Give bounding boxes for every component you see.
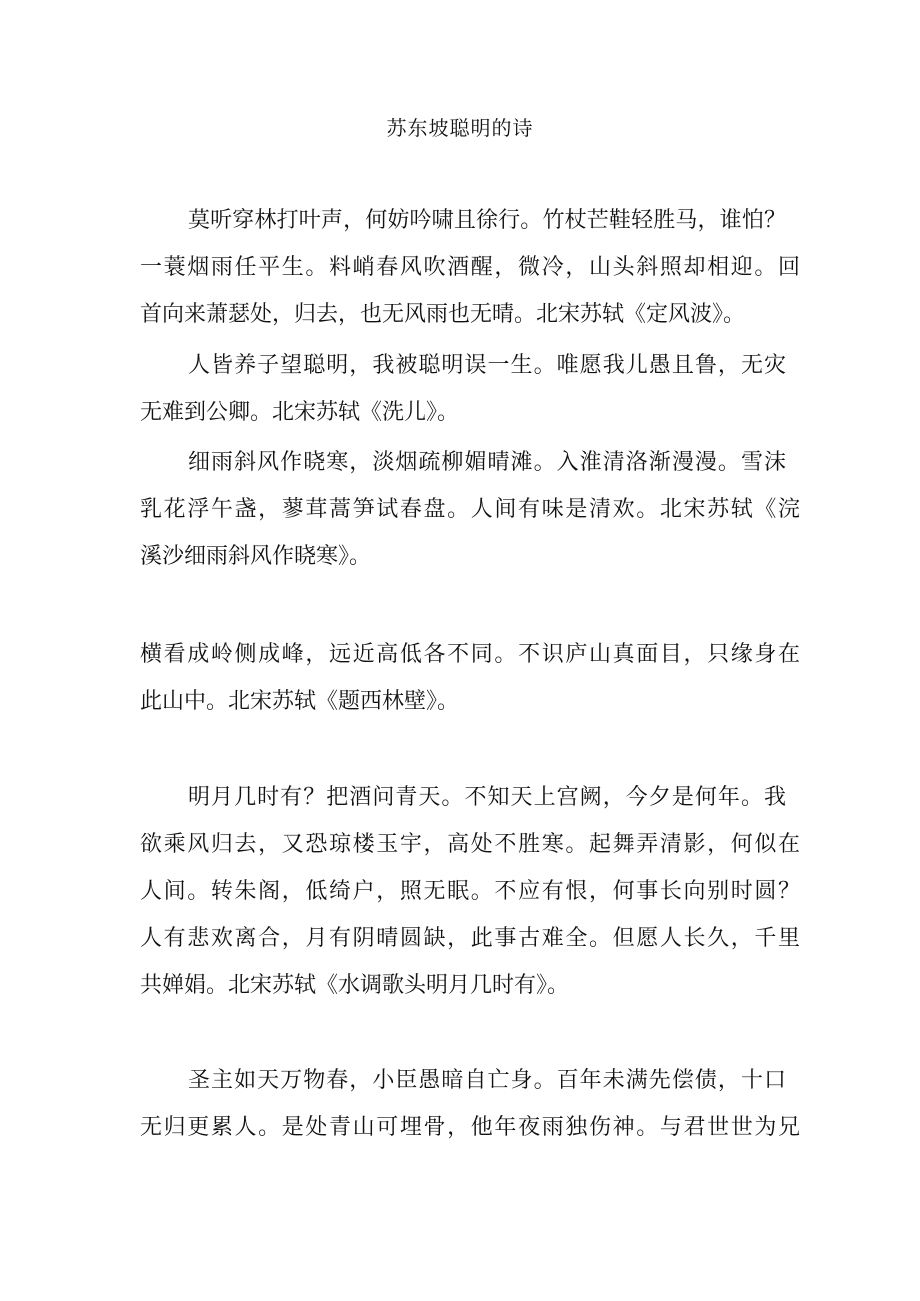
poem-line: 此山中。北宋苏轼《题西林壁》。 (140, 689, 460, 714)
poem-line: 欲乘风归去，又恐琼楼玉宇，高处不胜寒。起舞弄清影，何似在 (140, 832, 800, 857)
poem-line: 人间。转朱阁，低绮户，照无眠。不应有恨，何事长向别时圆？ (140, 879, 800, 904)
poem-line: 乳花浮午盏，蓼茸蒿笋试春盘。人间有味是清欢。北宋苏轼《浣 (140, 497, 800, 522)
poem-line: 人有悲欢离合，月有阴晴圆缺，此事古难全。但愿人长久，千里 (140, 926, 800, 951)
poem-line: 圣主如天万物春，小臣愚暗自亡身。百年未满先偿债，十口 (188, 1068, 786, 1093)
poem-line: 无难到公卿。北宋苏轼《洗儿》。 (140, 400, 460, 425)
poem-line: 溪沙细雨斜风作晓寒》。 (140, 544, 372, 569)
poem-line: 无归更累人。是处青山可埋骨，他年夜雨独伤神。与君世世为兄 (140, 1115, 800, 1140)
poem-line: 横看成岭侧成峰，远近高低各不同。不识庐山真面目，只缘身在 (140, 642, 800, 667)
poem-line: 莫听穿林打叶声，何妨吟啸且徐行。竹杖芒鞋轻胜马，谁怕？ (188, 208, 786, 233)
poem-line: 细雨斜风作晓寒，淡烟疏柳媚晴滩。入淮清洛渐漫漫。雪沫 (188, 450, 786, 475)
poem-line: 一蓑烟雨任平生。料峭春风吹酒醒，微冷，山头斜照却相迎。回 (140, 255, 800, 280)
poem-line: 人皆养子望聪明，我被聪明误一生。唯愿我儿愚且鲁，无灾 (188, 353, 786, 378)
poem-line: 明月几时有？把酒问青天。不知天上宫阙，今夕是何年。我 (188, 785, 786, 810)
document-title: 苏东坡聪明的诗 (386, 116, 534, 140)
poem-line: 共婵娟。北宋苏轼《水调歌头明月几时有》。 (140, 973, 570, 998)
poem-line: 首向来萧瑟处，归去，也无风雨也无晴。北宋苏轼《定风波》。 (140, 302, 746, 327)
